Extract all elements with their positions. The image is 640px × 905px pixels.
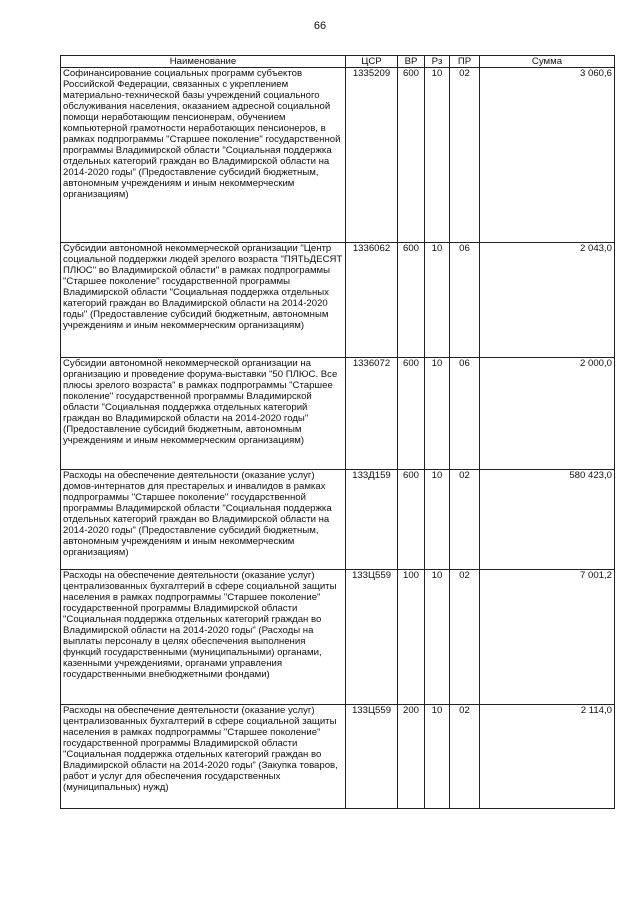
row-pr: 02 — [450, 570, 480, 705]
row-rz: 10 — [425, 470, 450, 570]
row-sum: 7 001,2 — [480, 570, 615, 705]
row-vr: 600 — [398, 358, 425, 470]
header-name: Наименование — [61, 56, 346, 68]
row-name: Расходы на обеспечение деятельности (оказание услуг) централизованных бухгалтерий в сфере социальной защиты населения в рамках подпрограммы "Старшее поколение" государственной программы Владимирской области "Социальная поддержка отдельных категорий граждан во Владимирской области на 2014-2020 годы" (Расходы на выплаты персоналу в целях обеспечения выполнения функций государственными (муниципальными) органами, казенными учреждениями, органами управления государственными внебюджетными фондами) — [61, 570, 346, 705]
row-csr: 133Ц559 — [346, 705, 398, 809]
row-vr: 600 — [398, 470, 425, 570]
page-number: 66 — [313, 20, 327, 32]
row-vr: 600 — [398, 68, 425, 243]
row-sum: 2 000,0 — [480, 358, 615, 470]
table-row — [61, 570, 615, 705]
header-sum: Сумма — [480, 56, 615, 68]
row-pr: 02 — [450, 470, 480, 570]
row-vr: 200 — [398, 705, 425, 809]
row-pr: 06 — [450, 243, 480, 358]
row-csr: 1335209 — [346, 68, 398, 243]
row-name: Расходы на обеспечение деятельности (оказание услуг) домов-интернатов для престарелых и инвалидов в рамках подпрограммы "Старшее поколение" государственной программы Владимирской области "Социальная поддержка отдельных категорий граждан во Владимирской области на 2014-2020 годы" (Предоставление субсидий бюджетным, автономным учреждениям и иным некоммерческим организациям) — [61, 470, 346, 570]
row-sum: 2 114,0 — [480, 705, 615, 809]
row-csr: 1336062 — [346, 243, 398, 358]
table-header-row — [61, 56, 615, 68]
row-pr: 06 — [450, 358, 480, 470]
header-rz: Рз — [425, 56, 450, 68]
row-vr: 100 — [398, 570, 425, 705]
row-name: Субсидии автономной некоммерческой организации на организацию и проведение форума-выставки "50 ПЛЮС. Все плюсы зрелого возраста" в рамках подпрограммы "Старшее поколение" государственной программы Владимирской области "Социальная поддержка отдельных категорий граждан во Владимирской области на 2014-2020 годы" (Предоставление субсидий бюджетным, автономным учреждениям и иным некоммерческим организациям) — [61, 358, 346, 470]
row-rz: 10 — [425, 570, 450, 705]
header-pr: ПР — [450, 56, 480, 68]
row-csr: 133Ц559 — [346, 570, 398, 705]
table-row — [61, 68, 615, 243]
row-rz: 10 — [425, 705, 450, 809]
table-row — [61, 470, 615, 570]
budget-table — [60, 55, 615, 809]
header-csr: ЦСР — [346, 56, 398, 68]
row-pr: 02 — [450, 705, 480, 809]
table-row — [61, 705, 615, 809]
row-pr: 02 — [450, 68, 480, 243]
row-name: Субсидии автономной некоммерческой организации "Центр социальной поддержки людей зрелого возраста "ПЯТЬДЕСЯТ ПЛЮС" во Владимирской области" в рамках подпрограммы "Старшее поколение" государственной программы Владимирской области "Социальная поддержка отдельных категорий граждан во Владимирской области на 2014-2020 годы" (Предоставление субсидий бюджетным, автономным учреждениям и иным некоммерческим организациям) — [61, 243, 346, 358]
row-rz: 10 — [425, 243, 450, 358]
row-name: Софинансирование социальных программ субъектов Российской Федерации, связанных с укреплением материально-технической базы учреждений социального обслуживания населения, оказанием адресной социальной помощи неработающим пенсионерам, обучением компьютерной грамотности неработающих пенсионеров, в рамках подпрограммы "Старшее поколение" государственной программы Владимирской области "Социальная поддержка отдельных категорий граждан во Владимирской области на 2014-2020 годы" (Предоставление субсидий бюджетным, автономным учреждениям и иным некоммерческим организациям) — [61, 68, 346, 243]
header-vr: ВР — [398, 56, 425, 68]
row-csr: 133Д159 — [346, 470, 398, 570]
table-row — [61, 358, 615, 470]
row-sum: 2 043,0 — [480, 243, 615, 358]
row-rz: 10 — [425, 358, 450, 470]
row-name: Расходы на обеспечение деятельности (оказание услуг) централизованных бухгалтерий в сфере социальной защиты населения в рамках подпрограммы "Старшее поколение" государственной программы Владимирской области "Социальная поддержка отдельных категорий граждан во Владимирской области на 2014-2020 годы" (Закупка товаров, работ и услуг для обеспечения государственных (муниципальных) нужд) — [61, 705, 346, 809]
row-sum: 3 060,6 — [480, 68, 615, 243]
row-sum: 580 423,0 — [480, 470, 615, 570]
row-rz: 10 — [425, 68, 450, 243]
table-row — [61, 243, 615, 358]
row-csr: 1336072 — [346, 358, 398, 470]
row-vr: 600 — [398, 243, 425, 358]
